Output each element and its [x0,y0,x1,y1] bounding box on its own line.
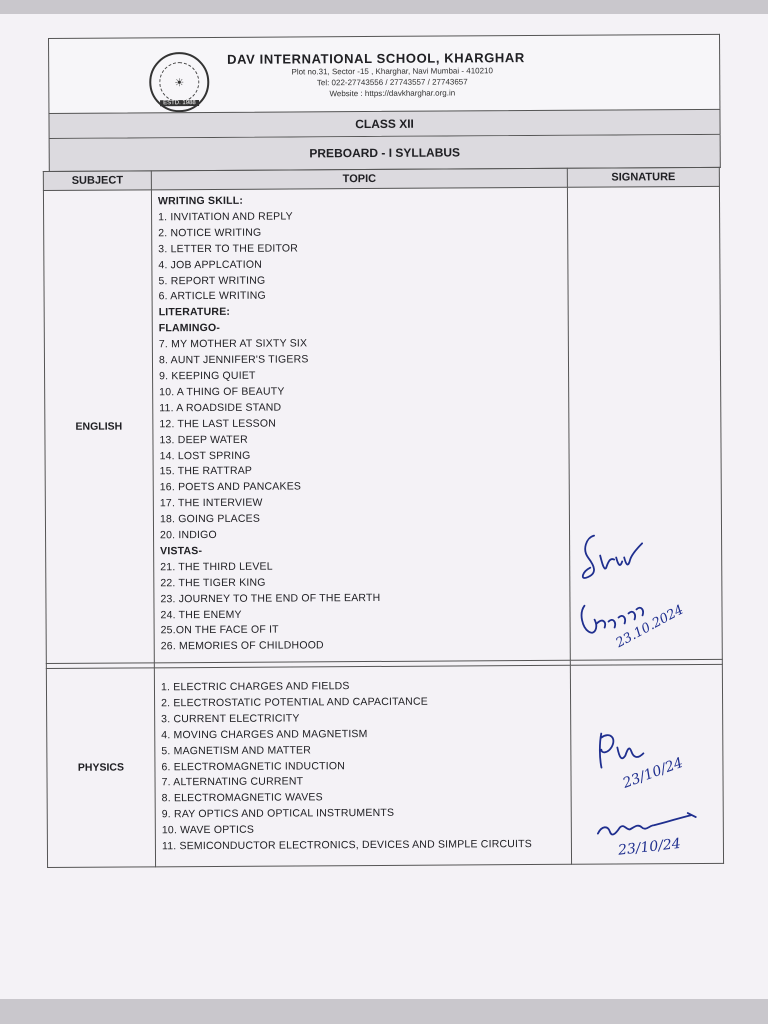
topic-item: 18. GOING PLACES [159,512,261,526]
table-row-physics [46,664,723,867]
syllabus-document [42,34,725,878]
class-title: CLASS XII [48,109,720,139]
handwritten-signature-1 [576,527,646,587]
topic-item: 10. A THING OF BEAUTY [159,385,285,399]
topic-item: 9. KEEPING QUIET [159,369,256,383]
header-subject: SUBJECT [43,171,151,191]
topic-item: 1. INVITATION AND REPLY [158,210,293,224]
topic-item: 16. POETS AND PANCAKES [159,480,302,494]
school-name: DAV INTERNATIONAL SCHOOL, KHARGHAR [227,50,525,67]
school-phone: Tel: 022-27743556 / 27743557 / 27743657 [316,77,468,88]
topic-item: 6. ARTICLE WRITING [158,290,266,303]
topic-item: 11. A ROADSIDE STAND [159,401,282,415]
topic-item: VISTAS- [160,544,203,558]
signature-date-physics-2: 23/10/24 [617,835,682,859]
signature-cell-english [567,186,722,660]
topic-item: 10. WAVE OPTICS [161,823,255,837]
topic-item: 20. INDIGO [160,528,217,542]
topic-item: 25.ON THE FACE OF IT [160,624,279,637]
school-header [48,34,720,114]
topic-item: 13. DEEP WATER [159,433,248,446]
signature-date-physics-1: 23/10/24 [620,754,686,792]
table-row-english [43,186,722,663]
exam-title: PREBOARD - I SYLLABUS [49,135,721,172]
topic-item: 7. ALTERNATING CURRENT [161,775,304,789]
handwritten-signature-4 [592,811,702,842]
topic-item: LITERATURE: [158,306,231,319]
subject-physics: PHYSICS [46,668,155,868]
topic-item: 26. MEMORIES OF CHILDHOOD [160,639,324,653]
signature-cell-physics [570,664,723,864]
logo-emblem-icon: ☀ [174,76,185,89]
topic-item: 9. RAY OPTICS AND OPTICAL INSTRUMENTS [161,807,395,821]
topic-item: 24. THE ENEMY [160,608,242,621]
topic-item: 5. REPORT WRITING [158,274,266,287]
topic-item: 14. LOST SPRING [159,449,251,462]
topic-item: 8. ELECTROMAGNETIC WAVES [161,791,323,805]
topic-item: 23. JOURNEY TO THE END OF THE EARTH [160,591,381,605]
header-topic: TOPIC [151,168,567,190]
topic-item: 21. THE THIRD LEVEL [160,560,273,574]
topic-item: WRITING SKILL: [157,194,244,208]
signature-date-english: 23.10.2024 [613,602,687,652]
topic-item: FLAMINGO- [158,322,221,335]
topic-item: 11. SEMICONDUCTOR ELECTRONICS, DEVICES AND SIMPLE CIRCUITS [161,838,533,853]
topic-item: 2. NOTICE WRITING [158,226,262,240]
header-signature: SIGNATURE [567,167,719,187]
topic-item: 6. ELECTROMAGNETIC INDUCTION [161,759,346,773]
school-logo [149,52,209,112]
topic-item: 8. AUNT JENNIFER'S TIGERS [158,353,309,367]
topic-item: 1. ELECTRIC CHARGES AND FIELDS [160,680,350,694]
topic-item: 3. LETTER TO THE EDITOR [158,242,299,256]
topic-list-english [151,187,570,663]
topic-list-physics [154,665,571,867]
syllabus-table [43,167,724,868]
topic-item: 22. THE TIGER KING [160,576,266,590]
subject-english: ENGLISH [43,190,154,664]
topic-item: 12. THE LAST LESSON [159,417,277,430]
topic-item: 4. MOVING CHARGES AND MAGNETISM [161,727,368,742]
topic-item: 17. THE INTERVIEW [159,496,263,510]
school-website: Website : https://davkharghar.org.in [329,88,456,99]
school-address: Plot no.31, Sector -15 , Kharghar, Navi Mumbai - 410210 [291,66,493,77]
topic-item: 4. JOB APPLCATION [158,258,263,271]
topic-item: 7. MY MOTHER AT SIXTY SIX [158,337,308,351]
topic-item: 3. CURRENT ELECTRICITY [161,712,300,726]
topic-item: 15. THE RATTRAP [159,465,253,478]
topic-item: 5. MAGNETISM AND MATTER [161,743,312,757]
logo-est-text: ESTD. 1988 [160,100,199,106]
topic-item: 2. ELECTROSTATIC POTENTIAL AND CAPACITANCE [161,695,428,710]
paper-sheet [0,14,768,999]
